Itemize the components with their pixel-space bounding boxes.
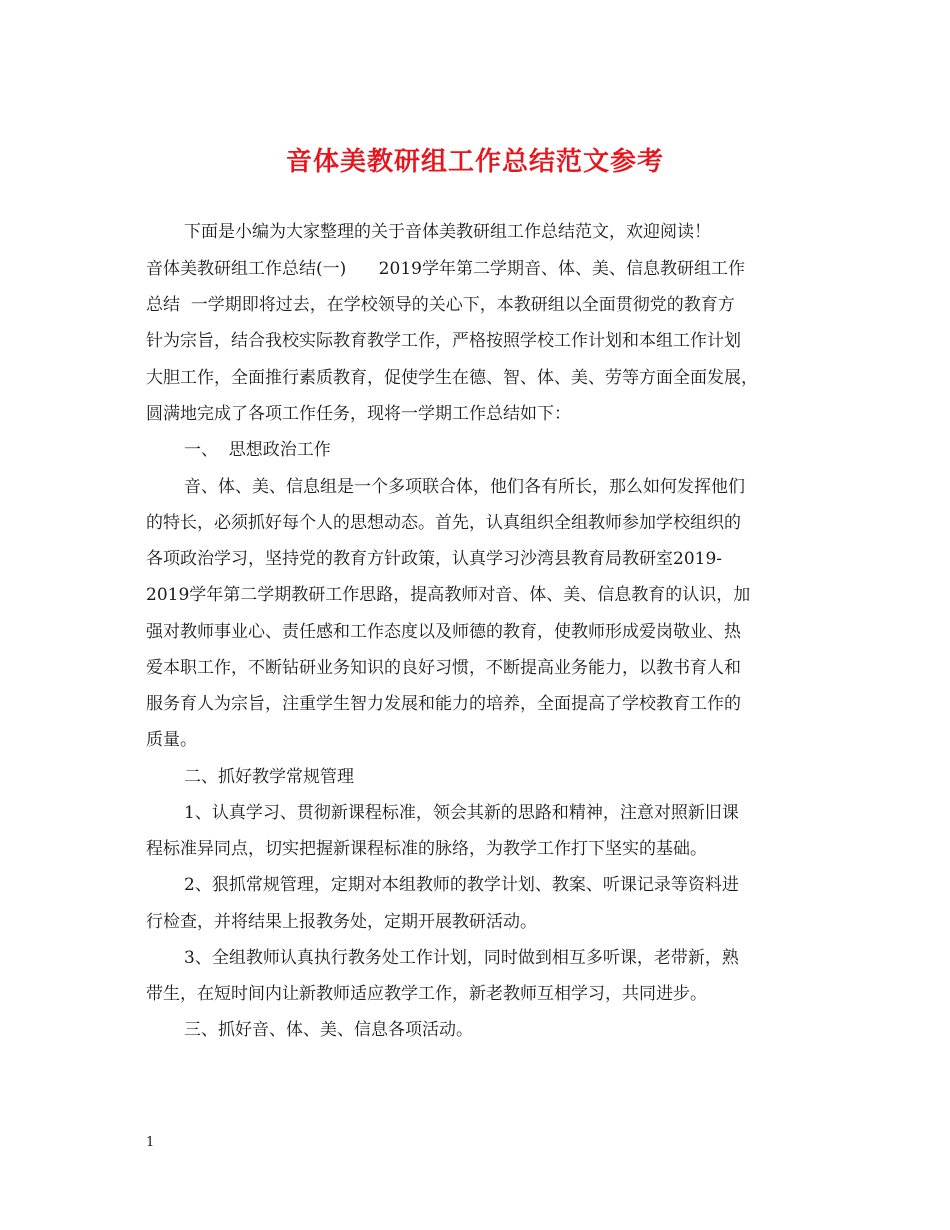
intro-line: 下面是小编为大家整理的关于音体美教研组工作总结范文，欢迎阅读！ xyxy=(184,222,711,242)
paragraph-line: 2、狠抓常规管理，定期对本组教师的教学计划、教案、听课记录等资料进 xyxy=(184,875,739,895)
paragraph-line: 1、认真学习、贯彻新课程标准，领会其新的思路和精神，注意对照新旧课 xyxy=(184,803,739,823)
paragraph-line: 质量。 xyxy=(146,730,197,750)
paragraph-line: 针为宗旨，结合我校实际教育教学工作，严格按照学校工作计划和本组工作计划 xyxy=(146,331,741,351)
section-heading: 三、抓好音、体、美、信息各项活动。 xyxy=(184,1020,473,1040)
paragraph-line: 各项政治学习，坚持党的教育方针政策，认真学习沙湾县教育局教研室2019- xyxy=(146,549,723,569)
section-heading: 二、抓好教学常规管理 xyxy=(184,767,354,787)
paragraph-line: 的特长，必须抓好每个人的思想动态。首先，认真组织全组教师参加学校组织的 xyxy=(146,513,741,533)
paragraph-line: 带生，在短时间内让新教师适应教学工作，新老教师互相学习，共同进步。 xyxy=(146,984,707,1004)
paragraph-line: 大胆工作，全面推行素质教育，促使学生在德、智、体、美、劳等方面全面发展， xyxy=(146,368,758,388)
paragraph-line: 音体美教研组工作总结(一) 2019学年第二学期音、体、美、信息教研组工作 xyxy=(146,259,745,279)
document-title: 音体美教研组工作总结范文参考 xyxy=(285,147,664,177)
paragraph-line: 总结 一学期即将过去，在学校领导的关心下，本教研组以全面贯彻党的教育方 xyxy=(146,295,735,315)
paragraph-line: 音、体、美、信息组是一个多项联合体，他们各有所长，那么如何发挥他们 xyxy=(184,477,745,497)
paragraph-line: 服务育人为宗旨，注重学生智力发展和能力的培养，全面提高了学校教育工作的 xyxy=(146,694,741,714)
page-number: 1 xyxy=(146,1135,155,1150)
paragraph-line: 2019学年第二学期教研工作思路，提高教师对音、体、美、信息教育的认识，加 xyxy=(146,585,751,605)
paragraph-line: 行检查，并将结果上报教务处，定期开展教研活动。 xyxy=(146,912,537,932)
paragraph-line: 3、全组教师认真执行教务处工作计划，同时做到相互多听课，老带新，熟 xyxy=(184,948,739,968)
paragraph-line: 圆满地完成了各项工作任务，现将一学期工作总结如下： xyxy=(146,404,571,424)
paragraph-line: 程标准异同点，切实把握新课程标准的脉络，为教学工作打下坚实的基础。 xyxy=(146,839,707,859)
section-heading: 一、 思想政治工作 xyxy=(184,440,331,460)
paragraph-line: 爱本职工作，不断钻研业务知识的良好习惯，不断提高业务能力，以教书育人和 xyxy=(146,658,741,678)
paragraph-line: 强对教师事业心、责任感和工作态度以及师德的教育，使教师形成爱岗敬业、热 xyxy=(146,622,741,642)
